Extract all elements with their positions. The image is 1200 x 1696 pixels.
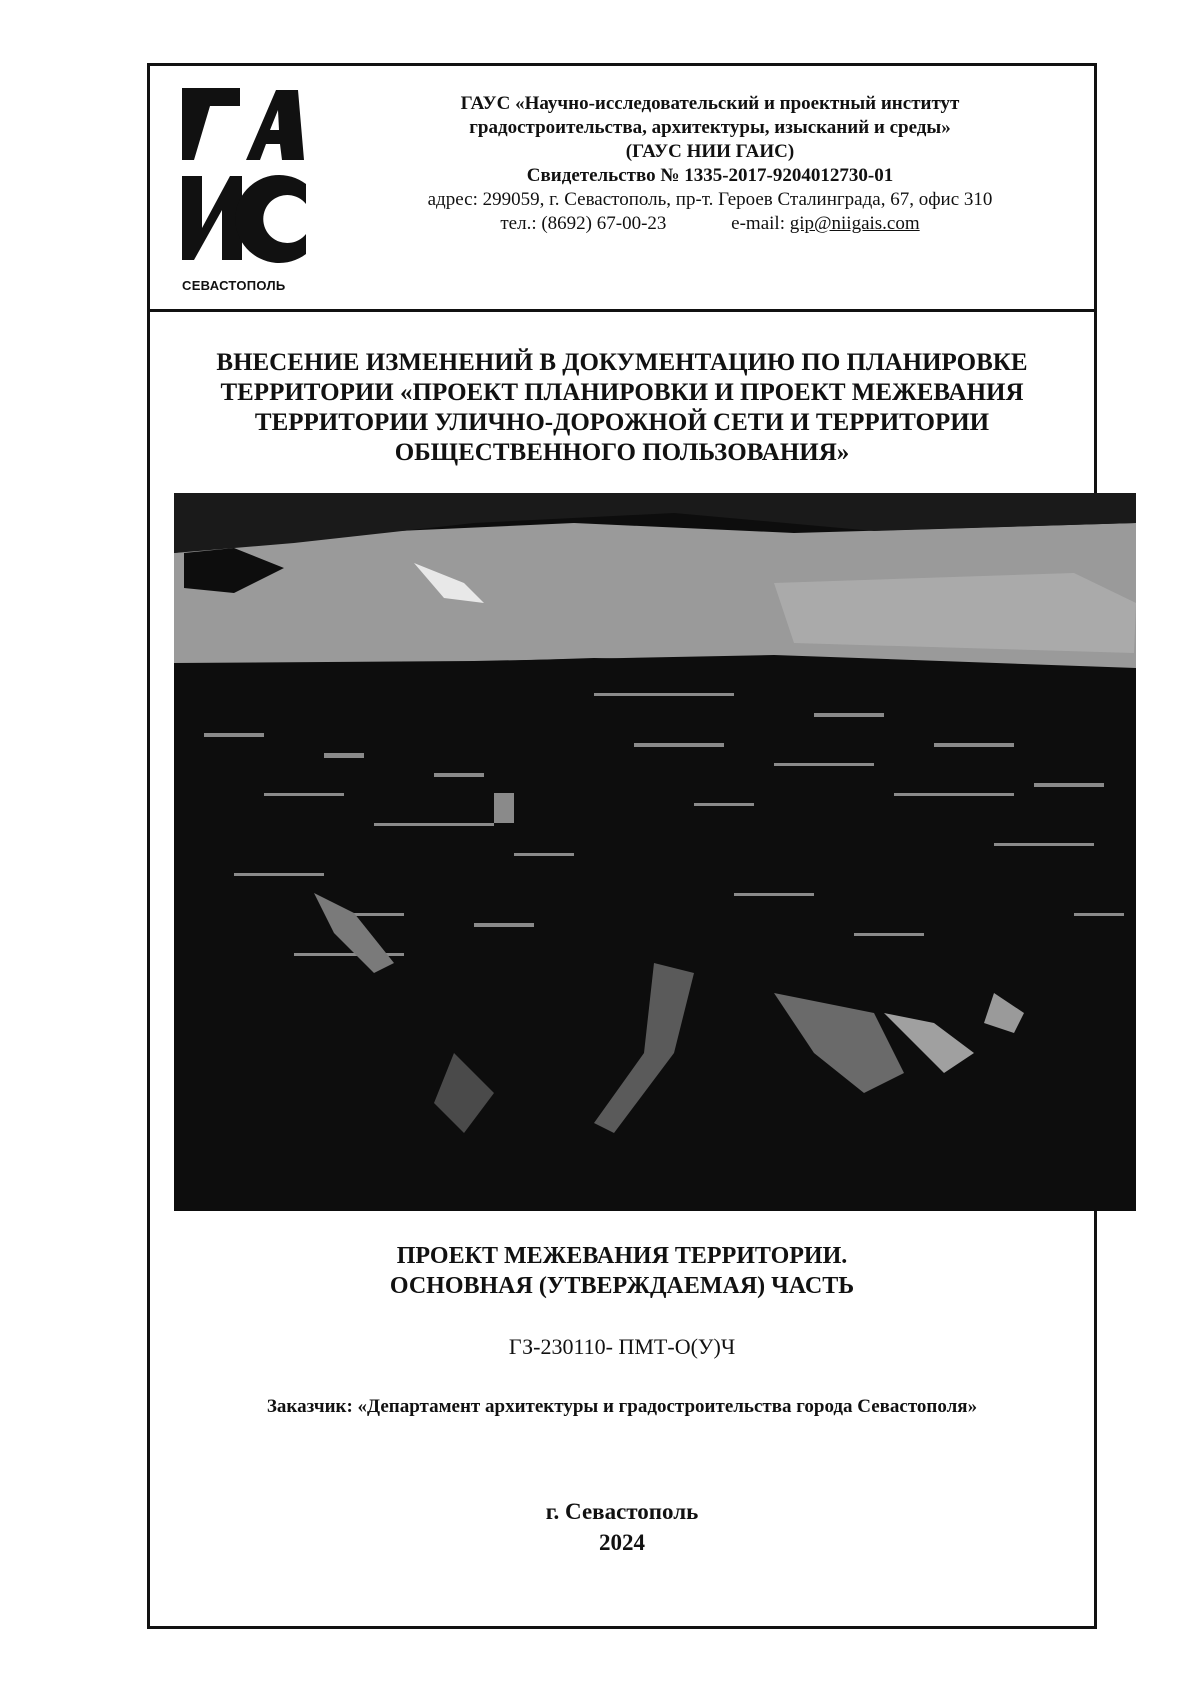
customer-line: Заказчик: «Департамент архитектуры и градостроительства города Севастополя» <box>266 1396 978 1417</box>
city: г. Севастополь <box>545 1499 699 1524</box>
document-title <box>150 348 1094 468</box>
section-title-line2: ОСНОВНАЯ (УТВЕРЖДАЕМАЯ) ЧАСТЬ <box>389 1273 855 1299</box>
org-name-line2: градостроительства, архитектуры, изысканий и среды» <box>469 117 951 138</box>
footer-block <box>150 1496 1094 1558</box>
gais-logo <box>180 88 310 293</box>
org-short-name: (ГАУС НИИ ГАИС) <box>625 141 795 162</box>
header-block <box>150 66 1094 312</box>
organization-info <box>340 92 1080 236</box>
logo-city-text: СЕВАСТОПОЛЬ <box>182 278 286 293</box>
email-label: e-mail: <box>731 213 785 234</box>
document-frame <box>147 63 1097 1629</box>
contacts <box>340 212 1080 236</box>
gais-logo-icon <box>180 88 310 278</box>
title-line3: ТЕРРИТОРИИ УЛИЧНО-ДОРОЖНОЙ СЕТИ И ТЕРРИТОРИИ <box>254 409 990 436</box>
document-code: ГЗ-230110- ПМТ-О(У)Ч <box>508 1334 736 1359</box>
title-line2: ТЕРРИТОРИИ «ПРОЕКТ ПЛАНИРОВКИ И ПРОЕКТ МЕЖЕВАНИЯ <box>220 379 1024 406</box>
email-link[interactable]: gip@niigais.com <box>789 213 920 234</box>
certificate: Свидетельство № 1335-2017-9204012730-01 <box>526 165 894 186</box>
section-title <box>150 1241 1094 1301</box>
title-line4: ОБЩЕСТВЕННОГО ПОЛЬЗОВАНИЯ» <box>394 439 850 466</box>
phone: тел.: (8692) 67-00-23 <box>500 213 667 234</box>
aerial-photo <box>174 493 1136 1211</box>
org-name-line1: ГАУС «Научно-исследовательский и проектный институт <box>460 93 960 114</box>
section-title-line1: ПРОЕКТ МЕЖЕВАНИЯ ТЕРРИТОРИИ. <box>396 1243 848 1269</box>
title-line1: ВНЕСЕНИЕ ИЗМЕНЕНИЙ В ДОКУМЕНТАЦИЮ ПО ПЛАНИРОВКЕ <box>216 349 1028 376</box>
year: 2024 <box>599 1530 645 1555</box>
address: адрес: 299059, г. Севастополь, пр-т. Героев Сталинграда, 67, офис 310 <box>427 189 993 210</box>
aerial-city-image <box>174 493 1136 1211</box>
